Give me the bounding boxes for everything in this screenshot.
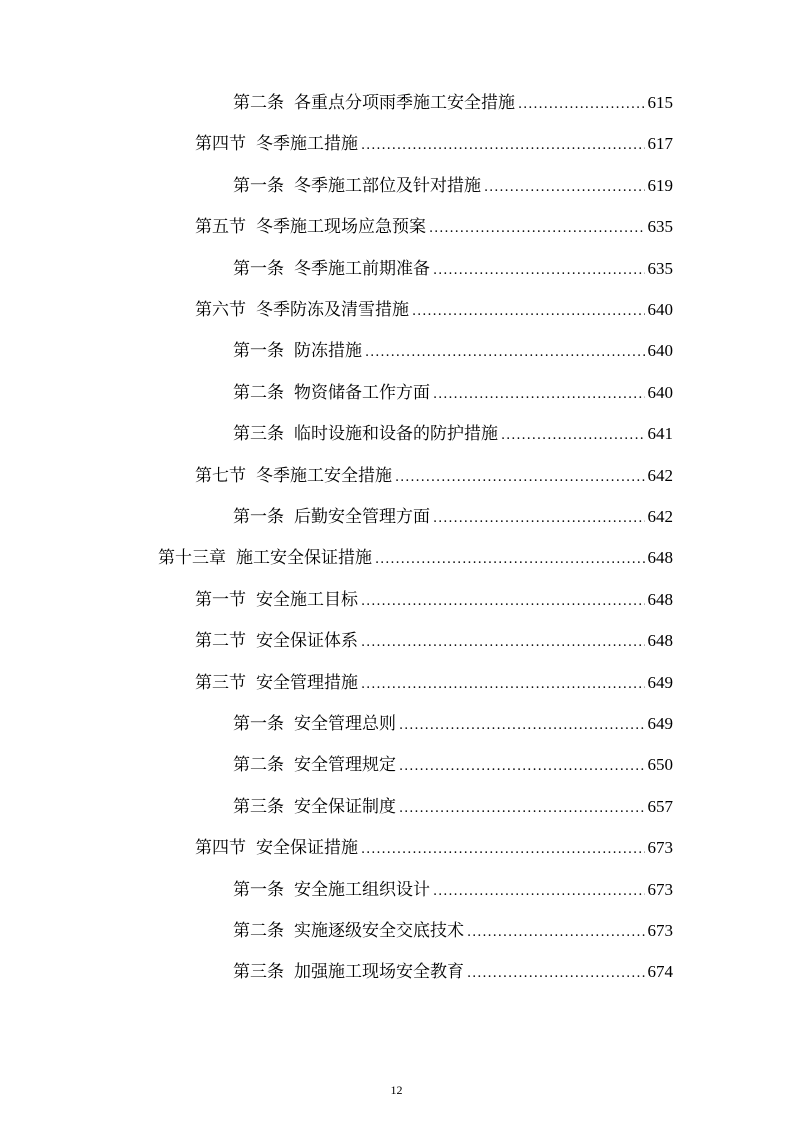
toc-entry[interactable] [195,626,673,654]
toc-entry-title: 冬季施工措施 [256,134,358,155]
toc-entry-label: 第一条 [233,341,284,362]
dot-leader [375,552,645,567]
toc-entry-label: 第二条 [233,921,284,941]
toc-entry[interactable] [195,129,673,157]
toc-entry[interactable] [233,957,673,985]
toc-entry[interactable] [195,833,673,861]
toc-entry-title: 冬季施工前期准备 [294,258,430,279]
dot-leader [412,304,645,319]
toc-entry-label: 第二条 [233,93,284,113]
toc-entry[interactable] [158,543,673,571]
toc-entry-page: 673 [647,921,673,940]
toc-entry-page: 642 [647,465,673,485]
toc-entry-title: 加强施工现场安全教育 [294,962,464,983]
toc-entry-label: 第二条 [233,382,284,403]
toc-entry-label: 第六节 [195,300,246,320]
toc-entry[interactable] [233,502,673,530]
dot-leader [433,884,645,899]
toc-entry[interactable] [233,792,673,820]
toc-entry-page: 650 [647,755,673,775]
toc-entry-page: 635 [647,217,673,237]
toc-entry-title: 安全施工目标 [256,589,358,610]
toc-entry-title: 临时设施和设备的防护措施 [294,424,498,445]
toc-entry-title: 安全保证体系 [256,631,358,652]
dot-leader [501,428,645,443]
toc-entry-page: 648 [647,548,673,568]
dot-leader [361,842,645,857]
toc-entry-label: 第二节 [195,631,246,652]
toc-entry-label: 第二条 [233,755,284,776]
dot-leader [361,138,645,153]
toc-entry-title: 冬季施工现场应急预案 [256,217,426,238]
toc-entry-title: 冬季施工部位及针对措施 [294,175,481,196]
toc-entry-label: 第一条 [233,714,284,734]
dot-leader [433,511,645,526]
toc-entry[interactable] [233,336,673,364]
toc-entry-label: 第五节 [195,217,246,238]
toc-entry-label: 第四节 [195,134,246,155]
toc-entry-label: 第一条 [233,507,284,527]
toc-entry-title: 物资储备工作方面 [294,382,430,403]
toc-entry-page: 640 [647,300,673,319]
toc-entry[interactable] [233,171,673,199]
toc-entry[interactable] [195,461,673,489]
toc-entry[interactable] [233,378,673,406]
toc-entry-page: 673 [647,838,673,858]
page-number: 12 [390,1083,403,1097]
dot-leader [484,180,645,195]
toc-entry-title: 冬季施工安全措施 [256,465,392,486]
dot-leader [518,97,645,112]
toc-entry-title: 后勤安全管理方面 [294,507,430,527]
toc-entry[interactable] [195,295,673,323]
toc-entry-page: 649 [647,714,673,733]
toc-entry-title: 冬季防冻及清雪措施 [256,300,409,320]
toc-entry[interactable] [195,668,673,696]
dot-leader [365,345,645,360]
toc-entry-title: 安全施工组织设计 [294,879,430,900]
toc-entry[interactable] [233,750,673,778]
toc-entry-label: 第一条 [233,879,284,900]
toc-entry-label: 第一节 [195,589,246,610]
toc-entry-label: 第七节 [195,465,246,486]
toc-entry-page: 635 [647,258,673,278]
toc-entry-page: 673 [647,879,673,899]
dot-leader [361,677,645,692]
toc-entry-page: 649 [647,672,673,692]
toc-entry-page: 648 [647,589,673,609]
dot-leader [467,966,645,981]
dot-leader [399,801,645,816]
toc-entry[interactable] [195,212,673,240]
dot-leader [433,387,645,402]
dot-leader [467,925,645,940]
toc-entry-label: 第三条 [233,424,284,445]
toc-entry-label: 第四节 [195,838,246,859]
dot-leader [433,263,645,278]
toc-entry-title: 安全管理规定 [294,755,396,776]
toc-entry-page: 640 [647,382,673,402]
toc-entry-page: 642 [647,507,673,526]
toc-entry[interactable] [233,709,673,737]
toc-entry-title: 各重点分项雨季施工安全措施 [294,93,515,113]
toc-entry-page: 615 [647,93,673,112]
toc-entry-page: 619 [647,175,673,195]
toc-entry-title: 施工安全保证措施 [236,548,372,569]
toc-entry-title: 安全管理措施 [256,672,358,693]
toc-entry[interactable] [195,585,673,613]
dot-leader [395,470,645,485]
toc-entry-page: 648 [647,631,673,651]
toc-entry-label: 第三条 [233,796,284,817]
toc-entry-title: 安全保证制度 [294,796,396,817]
dot-leader [361,594,645,609]
toc-entry[interactable] [233,419,673,447]
toc-entry-title: 安全管理总则 [294,714,396,734]
toc-entry-label: 第一条 [233,175,284,196]
toc-entry-title: 安全保证措施 [256,838,358,859]
toc-entry-label: 第一条 [233,258,284,279]
toc-entry-title: 防冻措施 [294,341,362,362]
toc-entry-label: 第十三章 [158,548,226,569]
toc-entry-page: 640 [647,341,673,361]
toc-entry-page: 674 [647,962,673,982]
toc-entry-page: 617 [647,134,673,154]
toc-entry-title: 实施逐级安全交底技术 [294,921,464,941]
toc-entry[interactable] [233,916,673,944]
dot-leader [361,635,645,650]
toc-entry[interactable] [233,88,673,116]
dot-leader [399,759,645,774]
dot-leader [399,718,645,733]
toc-entry-page: 657 [647,796,673,816]
toc-entry[interactable] [233,254,673,282]
toc-entry-label: 第三条 [233,962,284,983]
dot-leader [429,221,645,236]
toc-entry-page: 641 [647,424,673,444]
toc-entry-label: 第三节 [195,672,246,693]
toc-entry[interactable] [233,875,673,903]
